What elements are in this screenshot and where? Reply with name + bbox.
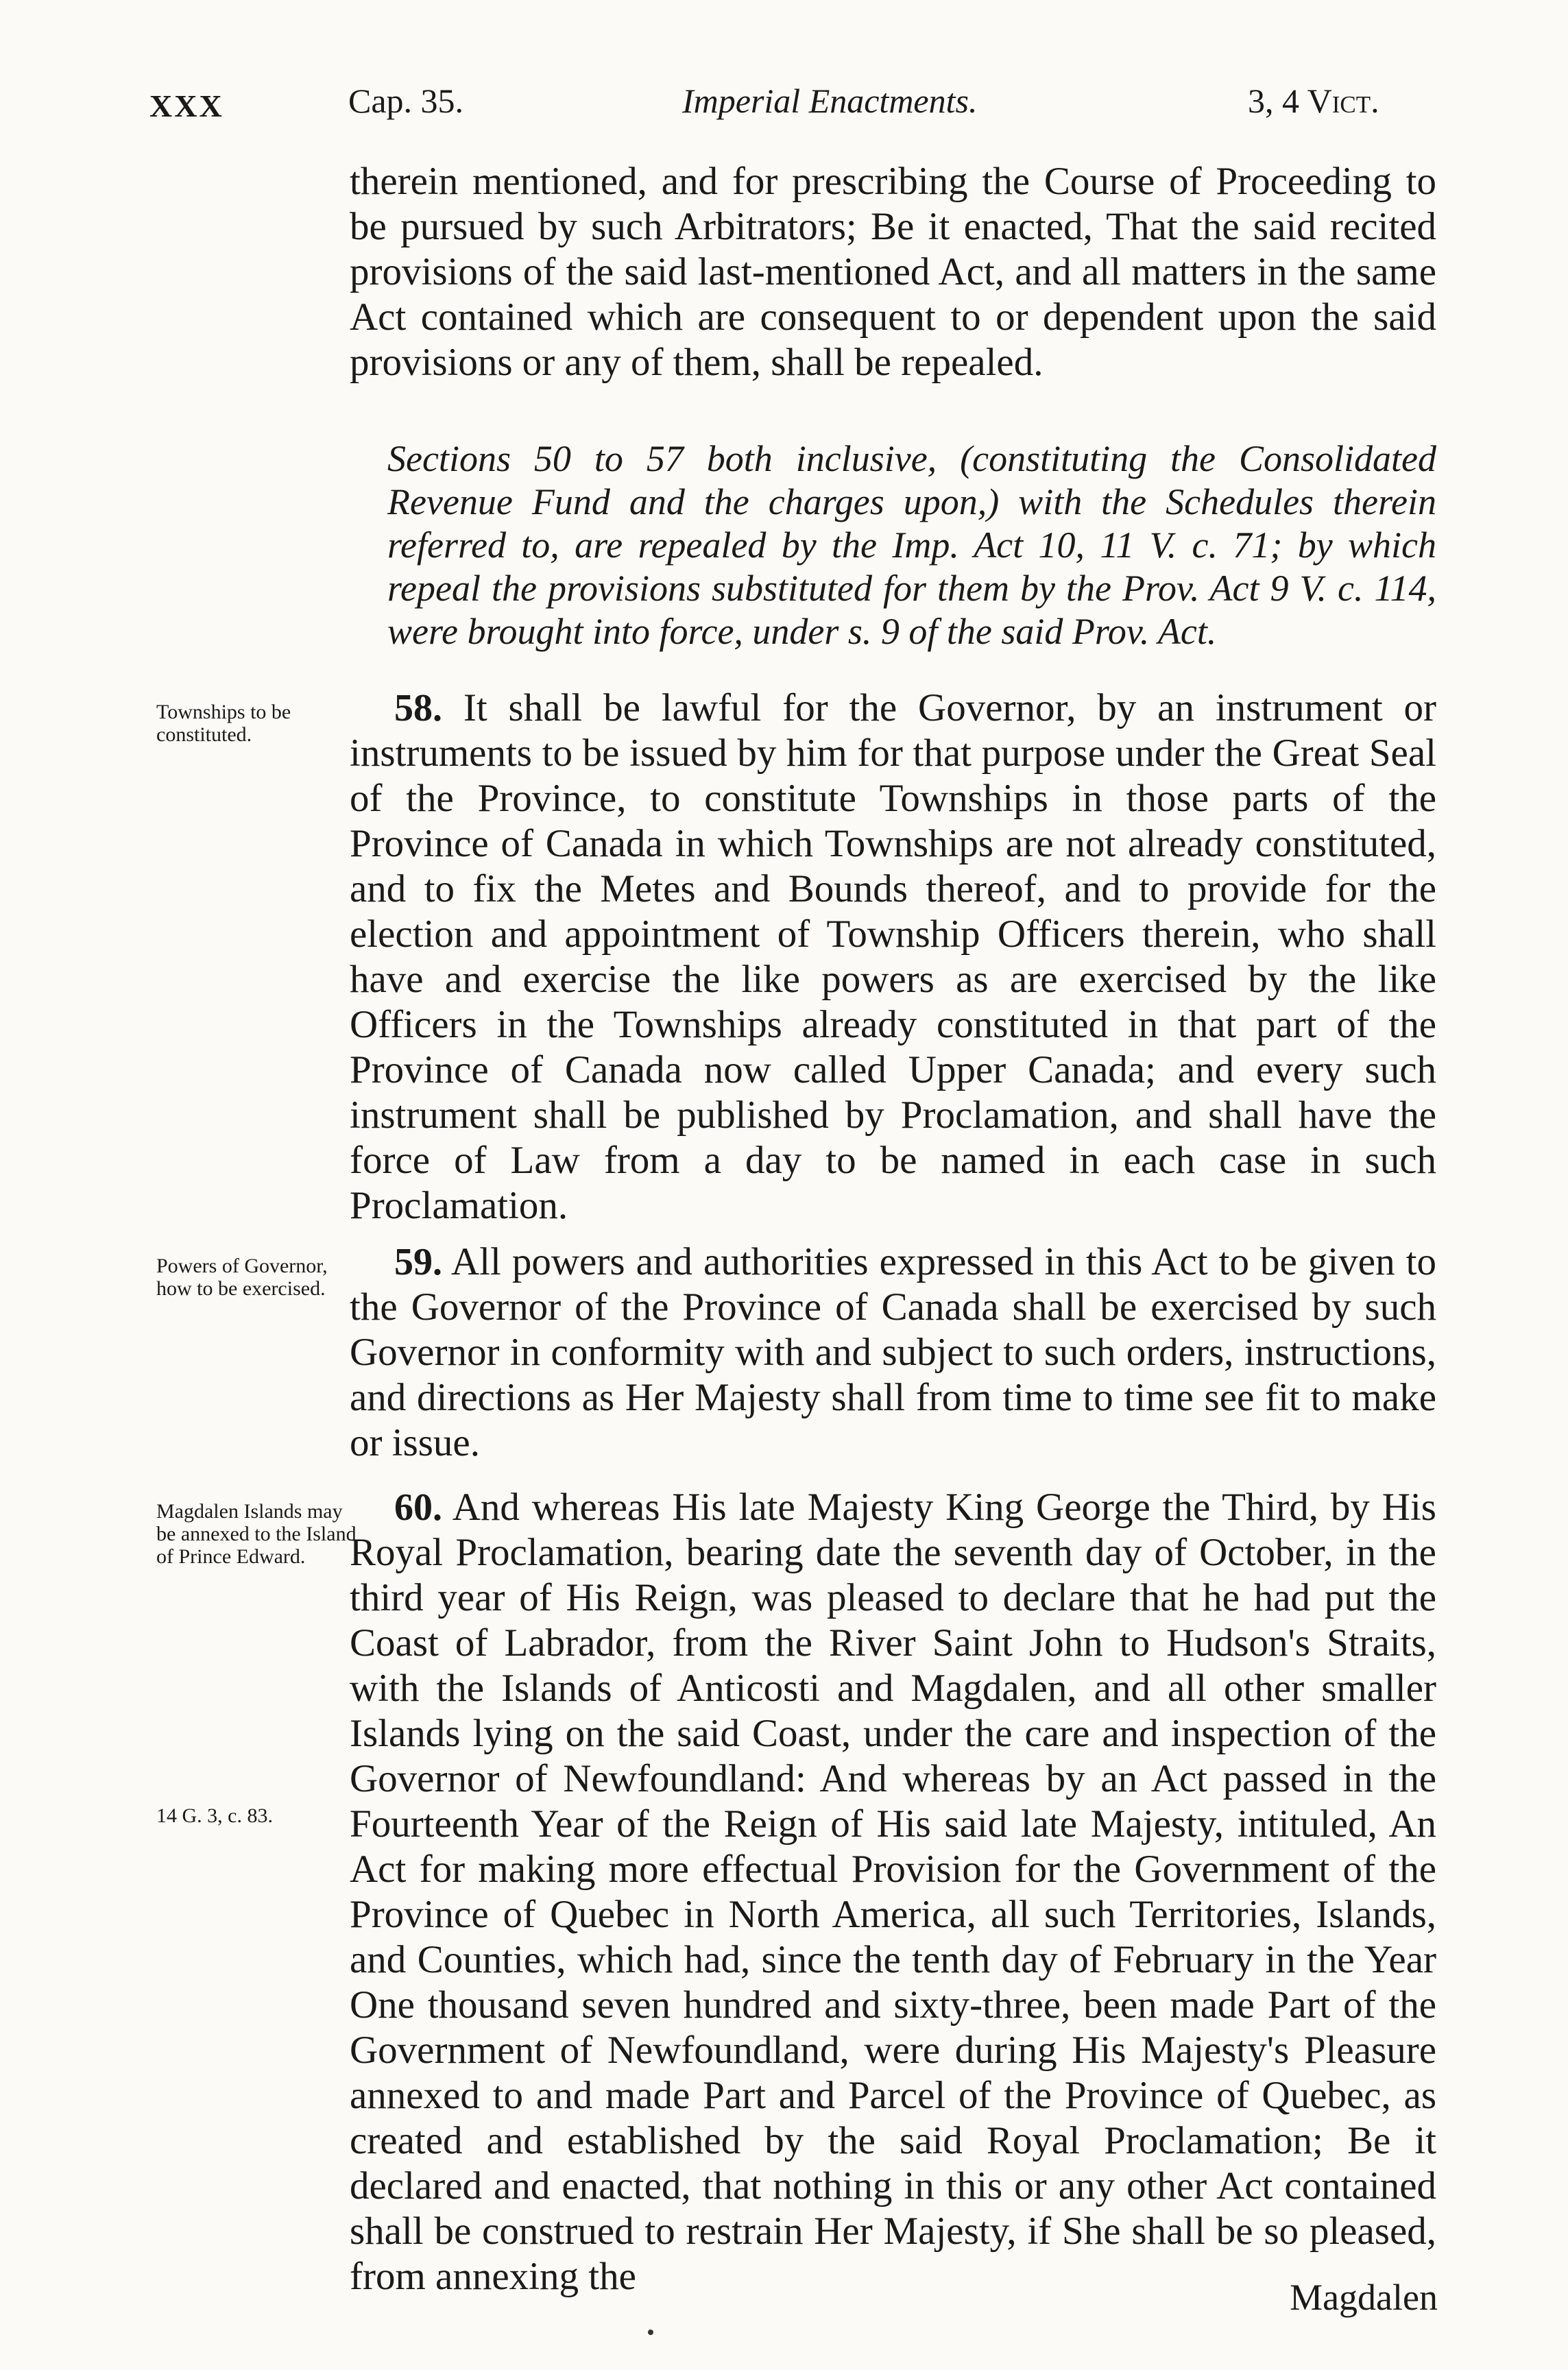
editorial-note	[387, 437, 1436, 653]
continuation-paragraph	[350, 159, 1436, 385]
catchword: Magdalen	[1290, 2277, 1438, 2318]
section-text: And whereas His late Majesty King George the Third, by His Royal Proclamation, bearing date the seventh day of October, in the third year of His Reign, was pleased to declare that he had put the Coast of Labrador, from the River Saint John to Hudson's Straits, with the Islands of Anticosti and Magdalen, and all other smaller Islands lying on the said Coast, under the care and inspection of the Governor of Newfoundland: And whereas by an Act passed in the Fourteenth Year of the Reign of His said late Majesty, intituled, An Act for making more effectual Provision for the Government of the Province of Quebec in North America, all such Territories, Islands, and Counties, which had, since the tenth day of February in the Year One thousand seven hundred and sixty-three, been made Part of the Government of Newfoundland, were during His Majesty's Pleasure annexed to and made Part and Parcel of the Province of Quebec, as created and established by the said Royal Proclamation; Be it declared and enacted, that nothing in this or any other Act contained shall be construed to restrain Her Majesty, if She shall be so pleased, from annexing the	[350, 1486, 1436, 2298]
section-58	[350, 686, 1436, 1229]
section-60	[350, 1485, 1436, 2299]
regnal-year: 3, 4 Vict.	[1248, 82, 1379, 120]
page-number: XXX	[149, 88, 224, 123]
running-title: Imperial Enactments.	[682, 82, 978, 120]
margin-note-59: Powers of Governor, how to be exercised.	[156, 1255, 328, 1300]
section-59	[350, 1240, 1436, 1466]
editorial-note-text: Sections 50 to 57 both inclusive, (constituting the Consolidated Revenue Fund and the charges upon,) with the Schedules therein referred to, are repealed by the Imp. Act 10, 11 V. c. 71; by which repeal the provisions substituted for them by the Prov. Act 9 V. c. 114, were brought into force, under s. 9 of the said Prov. Act.	[387, 438, 1436, 652]
section-number: 59.	[394, 1241, 442, 1283]
continuation-text: therein mentioned, and for prescribing the Course of Proceeding to be pursued by such Arbitrators; Be it enacted, That the said recited provisions of the said last-mentioned Act, and all matters in the same Act contained which are consequent to or dependent upon the said provisions or any of them, shall be repealed.	[350, 160, 1436, 384]
section-number: 60.	[394, 1486, 442, 1529]
printer-mark	[648, 2330, 653, 2335]
section-text: It shall be lawful for the Governor, by an instrument or instruments to be issued by him for that purpose under the Great Seal of the Province, to constitute Townships in those parts of the Province of Canada in which Townships are not already constituted, and to fix the Metes and Bounds thereof, and to provide for the election and appointment of Township Officers therein, who shall have and exercise the like powers as are exercised by the like Officers in the Townships already constituted in that part of the Province of Canada now called Upper Canada; and every such instrument shall be published by Proclamation, and shall have the force of Law from a day to be named in each case in such Proclamation.	[350, 686, 1436, 1227]
margin-note-60-citation: 14 G. 3, c. 83.	[156, 1804, 273, 1827]
margin-note-60: Magdalen Islands may be annexed to the Island of Prince Edward.	[156, 1500, 357, 1568]
chapter-heading: Cap. 35.	[348, 82, 464, 120]
section-text: All powers and authorities expressed in this Act to be given to the Governor of the Province of Canada shall be exercised by such Governor in conformity with and subject to such orders, instructions, and directions as Her Majesty shall from time to time see fit to make or issue.	[350, 1240, 1436, 1464]
section-number: 58.	[394, 687, 442, 729]
margin-note-58: Townships to be constituted.	[156, 701, 291, 746]
